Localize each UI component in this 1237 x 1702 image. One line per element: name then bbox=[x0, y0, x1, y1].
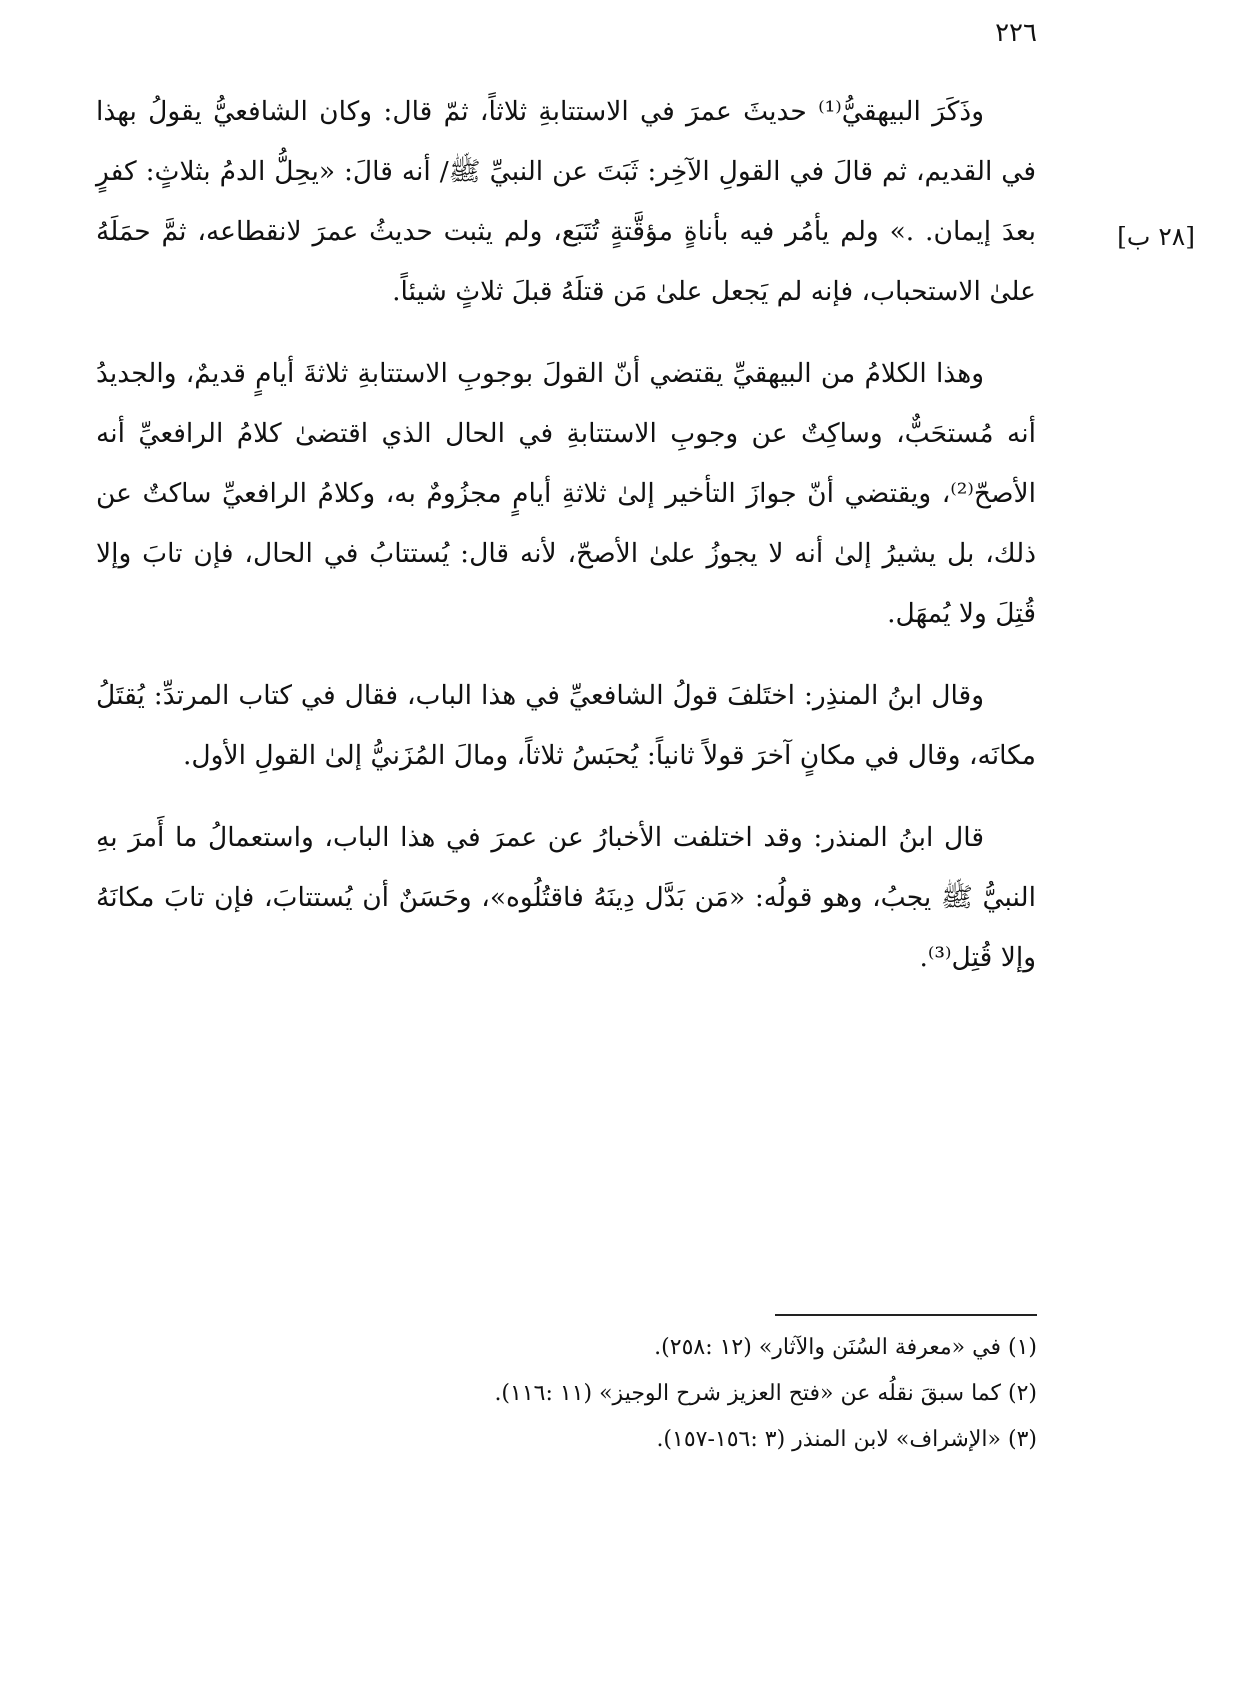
paragraph-3: وقال ابنُ المنذِر: اختَلفَ قولُ الشافعيِّ في هذا الباب، فقال في كتاب المرتدِّ: يُقتَلُ مكانَه، وقال في مكانٍ آخرَ قولاً ثانياً: يُحبَسُ ثلاثاً، ومالَ المُزَنيُّ إلىٰ القولِ الأول. bbox=[96, 680, 1036, 771]
page-number: ٢٢٦ bbox=[995, 18, 1037, 48]
footnote-2: (٢) كما سبقَ نقلُه عن «فتح العزيز شرح الوجيز» (١١ :١١٦). bbox=[494, 1381, 1037, 1406]
footnote-3: (٣) «الإشراف» لابن المنذر (٣ :١٥٦-١٥٧). bbox=[656, 1427, 1037, 1452]
paragraph-2: وهذا الكلامُ من البيهقيِّ يقتضي أنّ القولَ بوجوبِ الاستتابةِ ثلاثةَ أيامٍ قديمٌ، والجديدُ أنه مُستحَبٌّ، وساكِتٌ عن وجوبِ الاستتابةِ في الحال الذي اقتضىٰ كلامُ الرافعيِّ أنه الأصحّ⁽²⁾، ويقتضي أنّ جوازَ التأخير إلىٰ ثلاثةِ أيامٍ مجزُومٌ به، وكلامُ الرافعيِّ ساكتٌ عن ذلك، بل يشيرُ إلىٰ أنه لا يجوزُ علىٰ الأصحّ، لأنه قال: يُستتابُ في الحال، فإن تابَ وإلا قُتِلَ ولا يُمهَل. bbox=[96, 358, 1036, 629]
paragraph-1: وذَكَرَ البيهقيُّ⁽¹⁾ حديثَ عمرَ في الاستتابةِ ثلاثاً، ثمّ قال: وكان الشافعيُّ يقولُ بهذا في القديم، ثم قالَ في القولِ الآخِر: ثَبَتَ عن النبيِّ ﷺ/ أنه قالَ: «يحِلُّ الدمُ بثلاثٍ: كفرٍ بعدَ إيمان. .» ولم يأمُر فيه بأناةٍ مؤقَّتةٍ تُتَبَع، ولم يثبت حديثُ عمرَ لانقطاعه، ثمَّ حمَلَهُ علىٰ الاستحباب، فإنه لم يَجعل علىٰ مَن قتلَهُ قبلَ ثلاثٍ شيئاً. bbox=[96, 96, 1036, 307]
paragraph-4: قال ابنُ المنذر: وقد اختلفت الأخبارُ عن عمرَ في هذا الباب، واستعمالُ ما أَمرَ بهِ النبيُّ ﷺ يجبُ، وهو قولُه: «مَن بَدَّل دِينَهُ فاقتُلُوه»، وحَسَنٌ أن يُستتابَ، فإن تابَ مكانَهُ وإلا قُتِل⁽³⁾. bbox=[96, 822, 1036, 973]
footnotes bbox=[277, 1325, 1037, 1463]
footnote-1: (١) في «معرفة السُنَن والآثار» (١٢ :٢٥٨). bbox=[654, 1335, 1037, 1360]
footnote-divider bbox=[775, 1314, 1037, 1316]
main-text bbox=[96, 82, 1036, 1010]
margin-folio-note: [٢٨ ب] bbox=[1117, 222, 1195, 251]
